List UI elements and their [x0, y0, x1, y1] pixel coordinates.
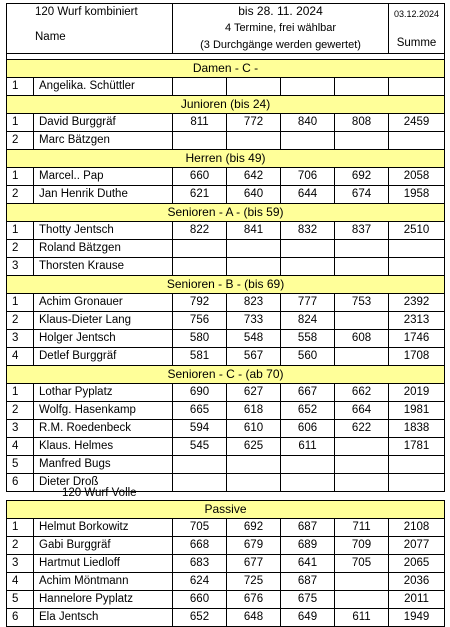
table-row — [7, 438, 445, 456]
group-band — [7, 276, 445, 294]
score-2: 625 — [227, 438, 281, 456]
sum-cell: 2058 — [389, 168, 445, 186]
score-3: 558 — [281, 330, 335, 348]
sum-cell: 2510 — [389, 222, 445, 240]
score-4: 709 — [335, 537, 389, 555]
player-name: Jan Henrik Duthe — [34, 186, 173, 204]
score-4: 611 — [335, 609, 389, 627]
score-2: 733 — [227, 312, 281, 330]
score-2 — [227, 456, 281, 474]
score-1: 624 — [173, 573, 227, 591]
rank-cell: 2 — [7, 132, 34, 150]
sum-cell: 1708 — [389, 348, 445, 366]
player-name: Thotty Jentsch — [34, 222, 173, 240]
score-2: 692 — [227, 519, 281, 537]
group-title: Senioren - C - (ab 70) — [7, 366, 445, 384]
rank-cell: 1 — [7, 519, 34, 537]
score-1: 683 — [173, 555, 227, 573]
sum-cell: 1781 — [389, 438, 445, 456]
score-1: 660 — [173, 591, 227, 609]
sum-cell: 1746 — [389, 330, 445, 348]
sum-cell: 1958 — [389, 186, 445, 204]
score-2: 823 — [227, 294, 281, 312]
player-name: Ela Jentsch — [34, 609, 173, 627]
rank-cell: 6 — [7, 474, 34, 492]
table-row — [7, 591, 445, 609]
score-2 — [227, 78, 281, 96]
score-4 — [335, 312, 389, 330]
rank-cell: 4 — [7, 573, 34, 591]
group-band — [7, 96, 445, 114]
header-row — [7, 4, 445, 54]
score-4 — [335, 573, 389, 591]
score-2: 618 — [227, 402, 281, 420]
score-4: 705 — [335, 555, 389, 573]
score-2: 567 — [227, 348, 281, 366]
player-name: Helmut Borkowitz — [34, 519, 173, 537]
rank-cell: 5 — [7, 456, 34, 474]
table-row — [7, 348, 445, 366]
score-3: 777 — [281, 294, 335, 312]
score-1 — [173, 240, 227, 258]
score-1 — [173, 78, 227, 96]
score-1: 690 — [173, 384, 227, 402]
player-name: Hartmut Liedloff — [34, 555, 173, 573]
table-row — [7, 168, 445, 186]
score-4 — [335, 258, 389, 276]
score-2: 772 — [227, 114, 281, 132]
score-4 — [335, 348, 389, 366]
score-4 — [335, 591, 389, 609]
group-title: Senioren - B - (bis 69) — [7, 276, 445, 294]
print-date: 03.12.2024 — [393, 9, 440, 19]
passive-section — [6, 500, 444, 627]
score-3 — [281, 132, 335, 150]
sum-cell: 2011 — [389, 591, 445, 609]
score-4: 808 — [335, 114, 389, 132]
rank-cell: 1 — [7, 294, 34, 312]
sum-cell — [389, 78, 445, 96]
player-name: R.M. Roedenbeck — [34, 420, 173, 438]
rank-cell: 1 — [7, 114, 34, 132]
score-3: 611 — [281, 438, 335, 456]
sum-cell — [389, 240, 445, 258]
group-band — [7, 60, 445, 78]
score-3 — [281, 240, 335, 258]
table-row — [7, 537, 445, 555]
score-3 — [281, 456, 335, 474]
group-band — [7, 204, 445, 222]
score-3: 706 — [281, 168, 335, 186]
score-1: 580 — [173, 330, 227, 348]
rank-cell: 1 — [7, 384, 34, 402]
rule-note: (3 Durchgänge werden gewertet) — [200, 39, 361, 51]
table-row — [7, 240, 445, 258]
score-4 — [335, 474, 389, 492]
table-row — [7, 258, 445, 276]
score-3: 840 — [281, 114, 335, 132]
passive-heading: 120 Wurf Volle — [62, 487, 137, 499]
table-row — [7, 186, 445, 204]
sum-cell: 2459 — [389, 114, 445, 132]
score-1: 660 — [173, 168, 227, 186]
table-row — [7, 330, 445, 348]
table-row — [7, 222, 445, 240]
score-2 — [227, 240, 281, 258]
score-4: 753 — [335, 294, 389, 312]
score-1 — [173, 456, 227, 474]
score-1: 665 — [173, 402, 227, 420]
table-row — [7, 132, 445, 150]
rank-cell: 1 — [7, 168, 34, 186]
rank-cell: 3 — [7, 555, 34, 573]
score-1: 621 — [173, 186, 227, 204]
score-1: 545 — [173, 438, 227, 456]
player-name: Klaus. Helmes — [34, 438, 173, 456]
score-4: 622 — [335, 420, 389, 438]
score-2 — [227, 474, 281, 492]
score-1: 705 — [173, 519, 227, 537]
score-2: 841 — [227, 222, 281, 240]
score-4 — [335, 78, 389, 96]
player-name: Detlef Burggräf — [34, 348, 173, 366]
sum-cell: 1838 — [389, 420, 445, 438]
score-2: 640 — [227, 186, 281, 204]
player-name: Roland Bätzgen — [34, 240, 173, 258]
player-name: David Burggräf — [34, 114, 173, 132]
player-name: Hannelore Pyplatz — [34, 591, 173, 609]
table-row — [7, 609, 445, 627]
sum-cell: 2313 — [389, 312, 445, 330]
score-2: 679 — [227, 537, 281, 555]
sheet-title: 120 Wurf kombiniert — [35, 6, 138, 18]
player-name: Lothar Pyplatz — [34, 384, 173, 402]
player-name: Wolfg. Hasenkamp — [34, 402, 173, 420]
score-4 — [335, 240, 389, 258]
group-title: Herren (bis 49) — [7, 150, 445, 168]
rank-cell: 2 — [7, 186, 34, 204]
player-name: Angelika. Schüttler — [34, 78, 173, 96]
table-row — [7, 519, 445, 537]
score-4: 664 — [335, 402, 389, 420]
score-1: 594 — [173, 420, 227, 438]
score-2: 548 — [227, 330, 281, 348]
rank-cell: 3 — [7, 330, 34, 348]
score-4 — [335, 438, 389, 456]
score-3: 652 — [281, 402, 335, 420]
table-row — [7, 402, 445, 420]
rank-cell: 2 — [7, 402, 34, 420]
score-2: 677 — [227, 555, 281, 573]
score-4 — [335, 456, 389, 474]
table-row — [7, 420, 445, 438]
score-2: 648 — [227, 609, 281, 627]
score-2: 725 — [227, 573, 281, 591]
score-2 — [227, 132, 281, 150]
score-4 — [335, 132, 389, 150]
score-4: 608 — [335, 330, 389, 348]
group-title: Senioren - A - (bis 59) — [7, 204, 445, 222]
group-title: Junioren (bis 24) — [7, 96, 445, 114]
group-title: Damen - C - — [7, 60, 445, 78]
terms-note: 4 Termine, frei wählbar — [224, 22, 337, 34]
score-2: 676 — [227, 591, 281, 609]
score-4: 711 — [335, 519, 389, 537]
table-row — [7, 555, 445, 573]
sum-cell — [389, 132, 445, 150]
player-name: Gabi Burggräf — [34, 537, 173, 555]
table-row — [7, 573, 445, 591]
sum-column-label: Summe — [396, 37, 437, 49]
table-row — [7, 294, 445, 312]
score-2: 642 — [227, 168, 281, 186]
results-table — [6, 3, 445, 492]
score-1 — [173, 474, 227, 492]
date-range: bis 28. 11. 2024 — [238, 4, 323, 18]
table-row — [7, 384, 445, 402]
passive-table — [6, 500, 445, 627]
player-name: Achim Möntmann — [34, 573, 173, 591]
sum-cell: 2065 — [389, 555, 445, 573]
table-row — [7, 456, 445, 474]
score-3: 824 — [281, 312, 335, 330]
rank-cell: 1 — [7, 222, 34, 240]
score-4: 692 — [335, 168, 389, 186]
score-4: 662 — [335, 384, 389, 402]
sum-cell: 2077 — [389, 537, 445, 555]
rank-cell: 3 — [7, 258, 34, 276]
score-1 — [173, 258, 227, 276]
score-1: 792 — [173, 294, 227, 312]
player-name: Marcel.. Pap — [34, 168, 173, 186]
score-3: 687 — [281, 573, 335, 591]
score-1: 822 — [173, 222, 227, 240]
group-band-passive — [7, 501, 445, 519]
score-2: 627 — [227, 384, 281, 402]
score-3: 644 — [281, 186, 335, 204]
table-row — [7, 78, 445, 96]
rank-cell: 2 — [7, 240, 34, 258]
score-3: 689 — [281, 537, 335, 555]
score-3: 649 — [281, 609, 335, 627]
group-band — [7, 366, 445, 384]
player-name: Dieter Droß — [34, 474, 173, 492]
score-3 — [281, 78, 335, 96]
rank-cell: 5 — [7, 591, 34, 609]
score-1: 668 — [173, 537, 227, 555]
sum-cell: 2036 — [389, 573, 445, 591]
rank-cell: 2 — [7, 312, 34, 330]
score-2: 610 — [227, 420, 281, 438]
score-3: 675 — [281, 591, 335, 609]
player-name: Holger Jentsch — [34, 330, 173, 348]
rank-cell: 4 — [7, 348, 34, 366]
score-3: 667 — [281, 384, 335, 402]
sum-cell — [389, 474, 445, 492]
results-sheet — [6, 3, 444, 499]
rank-cell: 6 — [7, 609, 34, 627]
rank-cell: 4 — [7, 438, 34, 456]
score-1: 811 — [173, 114, 227, 132]
score-3: 832 — [281, 222, 335, 240]
player-name: Thorsten Krause — [34, 258, 173, 276]
rank-cell: 3 — [7, 420, 34, 438]
score-2 — [227, 258, 281, 276]
score-1 — [173, 132, 227, 150]
sum-cell: 2108 — [389, 519, 445, 537]
sum-cell: 1981 — [389, 402, 445, 420]
player-name: Achim Gronauer — [34, 294, 173, 312]
group-band — [7, 150, 445, 168]
player-name: Manfred Bugs — [34, 456, 173, 474]
score-3: 560 — [281, 348, 335, 366]
table-row — [7, 114, 445, 132]
score-1: 652 — [173, 609, 227, 627]
table-row — [7, 312, 445, 330]
sum-cell — [389, 258, 445, 276]
group-title: Passive — [7, 501, 445, 519]
player-name: Klaus-Dieter Lang — [34, 312, 173, 330]
score-1: 756 — [173, 312, 227, 330]
sum-cell: 1949 — [389, 609, 445, 627]
player-name: Marc Bätzgen — [34, 132, 173, 150]
score-3: 606 — [281, 420, 335, 438]
sum-cell: 2392 — [389, 294, 445, 312]
score-1: 581 — [173, 348, 227, 366]
rank-cell: 1 — [7, 78, 34, 96]
rank-cell: 2 — [7, 537, 34, 555]
score-3: 641 — [281, 555, 335, 573]
score-3 — [281, 474, 335, 492]
score-3: 687 — [281, 519, 335, 537]
score-4: 674 — [335, 186, 389, 204]
sum-cell: 2019 — [389, 384, 445, 402]
name-column-label: Name — [35, 31, 66, 43]
score-4: 837 — [335, 222, 389, 240]
score-3 — [281, 258, 335, 276]
sum-cell — [389, 456, 445, 474]
